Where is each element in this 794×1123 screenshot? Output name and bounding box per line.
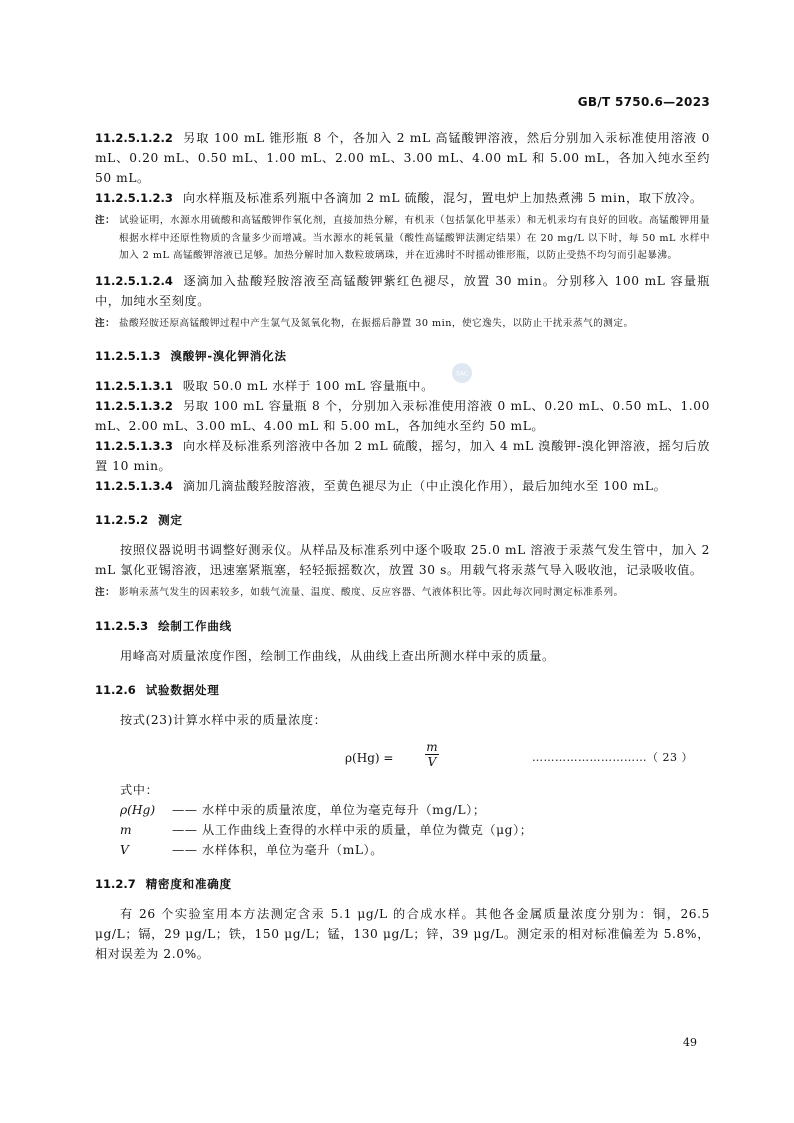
clause-11-2-5-1-2-2: 11.2.5.1.2.2 另取 100 mL 锥形瓶 8 个，各加入 2 mL 高锰酸钾溶液，然后分别加入汞标准使用溶液 0 mL、0.20 mL、0.50 mL、1.00 mL、2.00 mL、3.00 mL、4.00 mL 和 5.00 mL，各加入纯水至约 50 mL。 [95, 131, 710, 185]
standard-number: GB/T 5750.6—2023 [577, 95, 710, 109]
clause-11-2-5-1-2-3: 11.2.5.1.2.3 向水样瓶及标准系列瓶中各滴加 2 mL 硫酸，混匀，置电炉上加热煮沸 5 min，取下放冷。 [95, 191, 703, 205]
formula-fraction [425, 740, 439, 770]
formula-intro: 按式(23)计算水样中汞的质量浓度： [120, 712, 327, 727]
section-heading-11-2-6: 11.2.6 试验数据处理 [95, 682, 220, 697]
document-body [95, 128, 710, 964]
clause-11-2-5-1-2-4: 11.2.5.1.2.4 逐滴加入盐酸羟胺溶液至高锰酸钾紫红色褪尽，放置 30 min。分别移入 100 mL 容量瓶中，加纯水至刻度。 [95, 273, 710, 308]
page-header [0, 0, 794, 120]
formula-numerator: m [426, 739, 438, 754]
clause-11-2-5-1-3-2: 11.2.5.1.3.2 另取 100 mL 容量瓶 8 个，分别加入汞标准使用溶液 0 mL、0.20 mL、0.50 mL、1.00 mL、2.00 mL、3.00 mL、4.00 mL 和 5.00 mL，各加纯水至约 50 mL。 [95, 399, 710, 433]
clause-11-2-5-1-3-4: 11.2.5.1.3.4 滴加几滴盐酸羟胺溶液，至黄色褪尽为止（中止溴化作用），最后加纯水至 100 mL。 [95, 479, 667, 493]
section-heading-11-2-5-3: 11.2.5.3 绘制工作曲线 [95, 618, 232, 633]
variable-list [95, 800, 710, 860]
variable-row: V —— 水样体积，单位为毫升（mL）。 [120, 842, 384, 857]
svg-text:SAC: SAC [455, 370, 469, 378]
calibration-paragraph: 用峰高对质量浓度作图，绘制工作曲线，从曲线上查出所测水样中汞的质量。 [120, 648, 555, 663]
where-label: 式中： [120, 782, 159, 797]
variable-row: ρ(Hg) —— 水样中汞的质量浓度，单位为毫克每升（mg/L）； [120, 802, 486, 817]
clause-11-2-5-1-3-1: 11.2.5.1.3.1 吸取 50.0 mL 水样于 100 mL 容量瓶中。 [95, 379, 434, 393]
note-hydroxylamine: 注： 盐酸羟胺还原高锰酸钾过程中产生氯气及氮氧化物，在振摇后静置 30 min，使它逸失，以防止干扰汞蒸气的测定。 [95, 317, 634, 329]
formula-lhs: ρ(Hg) = [345, 750, 394, 765]
variable-row: m —— 从工作曲线上查得的水样中汞的质量，单位为微克（μg）； [120, 822, 533, 837]
precision-paragraph: 有 26 个实验室用本方法测定含汞 5.1 μg/L 的合成水样。其他各金属质量浓度分别为：铜，26.5 μg/L；镉，29 μg/L；铁，150 μg/L；锰，130 μg/L；锌，39 μg/L。测定汞的相对标准偏差为 5.8%，相对误差为 2.0%。 [95, 906, 710, 961]
formula-denominator: V [427, 754, 437, 769]
page-number: 49 [683, 1036, 697, 1049]
formula-23 [95, 738, 710, 774]
section-heading-11-2-7: 11.2.7 精密度和准确度 [95, 876, 232, 891]
section-heading-11-2-5-1-3: 11.2.5.1.3 溴酸钾-溴化钾消化法 [95, 349, 287, 363]
clause-11-2-5-1-3-3: 11.2.5.1.3.3 向水样及标准系列溶液中各加 2 mL 硫酸，摇匀，加入 4 mL 溴酸钾-溴化钾溶液，摇匀后放置 10 min。 [95, 439, 710, 473]
note-mercury-vapor: 注： 影响汞蒸气发生的因素较多，如载气流量、温度、酸度、反应容器、气液体积比等。因此每次同时测定标准系列。 [95, 587, 624, 598]
formula-number: …………………………（ 23 ） [532, 750, 693, 764]
measurement-paragraph: 按照仪器说明书调整好测汞仪。从样品及标准系列中逐个吸取 25.0 mL 溶液于汞蒸气发生管中，加入 2 mL 氯化亚锡溶液，迅速塞紧瓶塞，轻轻振摇数次，放置 30 s。用载气将汞蒸气导入吸收池，记录吸收值。 [95, 543, 710, 577]
section-heading-11-2-5-2: 11.2.5.2 测定 [95, 513, 183, 527]
note-digestion: 注： 试验证明，水源水用硫酸和高锰酸钾作氧化剂，直接加热分解，有机汞（包括氯化甲基汞）和无机汞均有良好的回收。高锰酸钾用量根据水样中还原性物质的含量多少而增减。当水源水的耗氧量（酸性高锰酸钾法测定结果）在 20 mg/L 以下时，每 50 mL 水样中加入 2 mL 高锰酸钾溶液已足够。加热分解时加入数粒玻璃珠，并在近沸时不时摇动锥形瓶，以防止受热不均匀而引起暴沸。 [95, 215, 710, 261]
